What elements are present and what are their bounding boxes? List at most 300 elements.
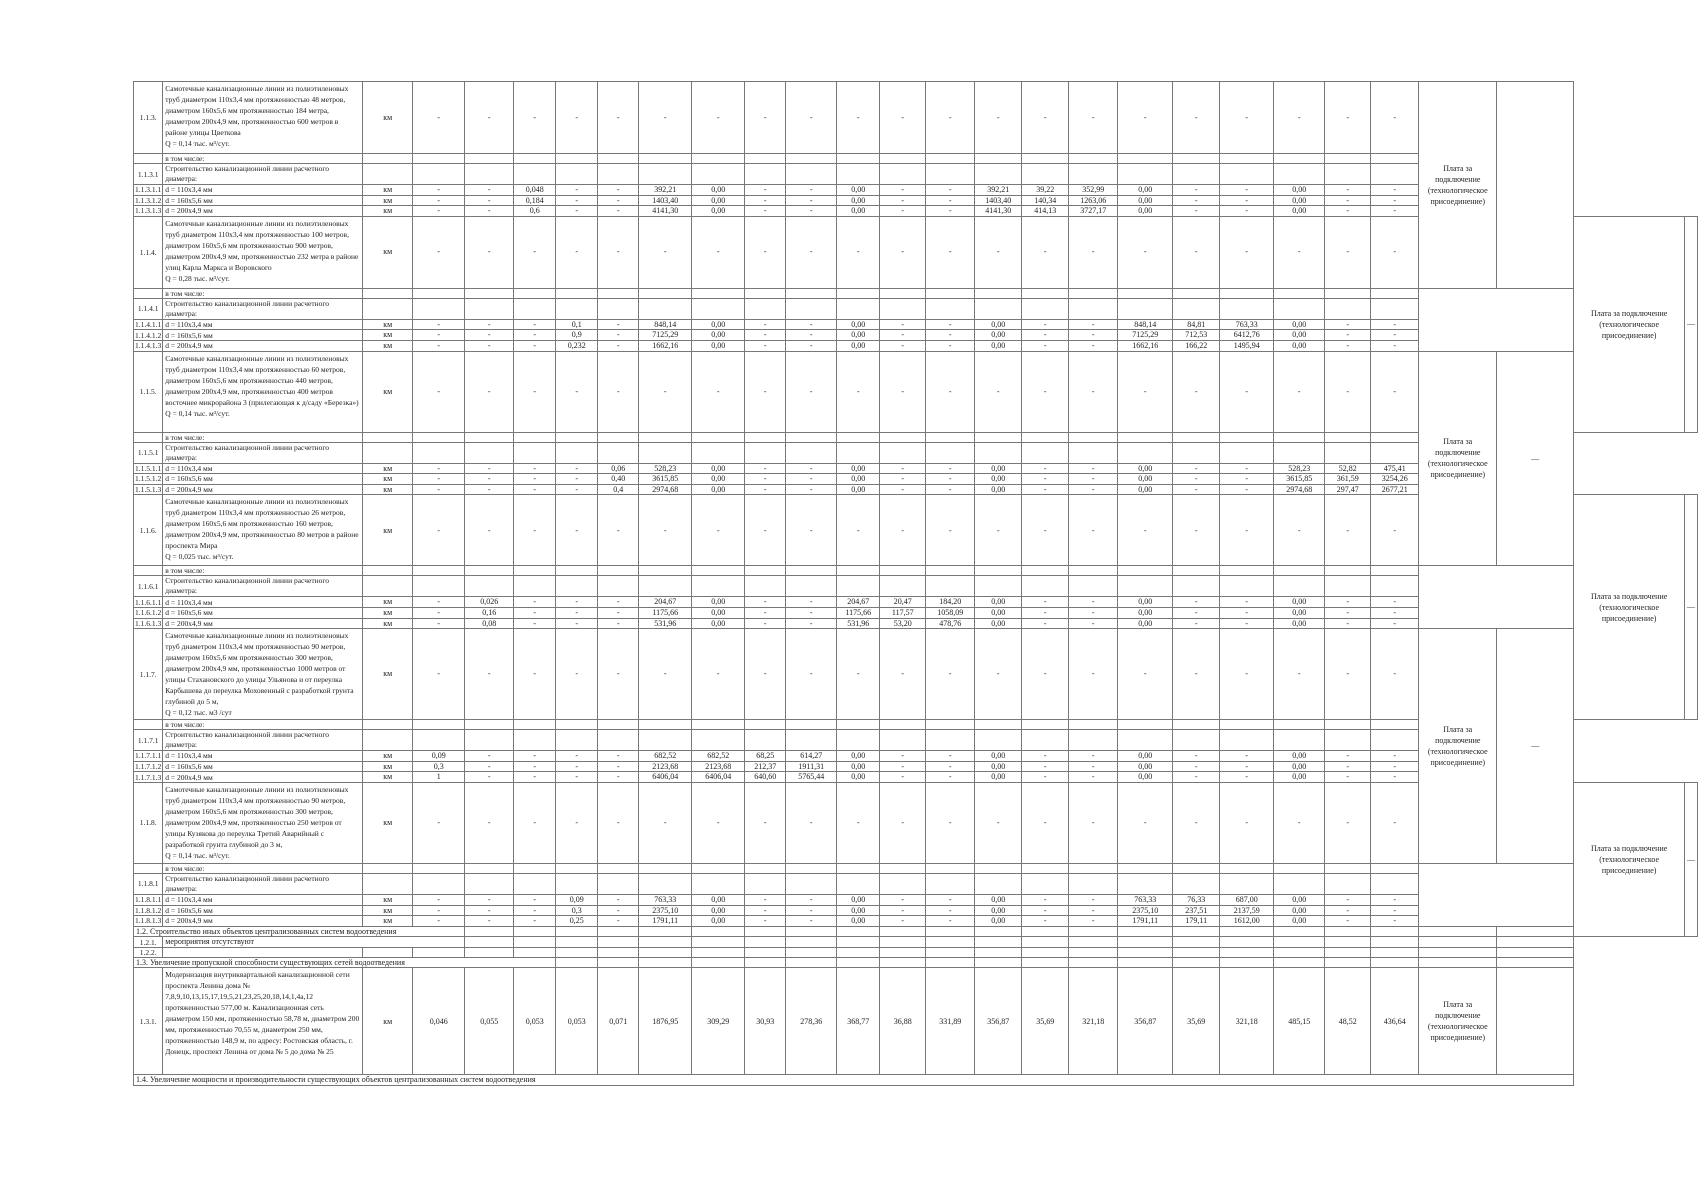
value-cell: - <box>598 330 639 341</box>
note-cell <box>1497 968 1574 1075</box>
value-cell: 0,4 <box>598 484 639 495</box>
value-cell: - <box>1325 597 1371 608</box>
value-cell: - <box>514 894 556 905</box>
item-name: d = 200х4,9 мм <box>163 484 363 495</box>
value-cell: - <box>880 206 926 217</box>
value-cell: - <box>1220 772 1274 783</box>
value-cell: - <box>786 629 837 720</box>
value-cell: 0,00 <box>975 340 1022 351</box>
empty-cell <box>745 957 786 968</box>
value-cell: - <box>1022 751 1069 762</box>
empty-cell <box>745 937 786 948</box>
empty-cell <box>1118 926 1173 937</box>
value-cell: - <box>837 495 880 566</box>
table-row <box>134 576 1698 597</box>
note-cell <box>1497 82 1574 289</box>
empty-cell <box>363 720 413 730</box>
value-cell: - <box>1371 195 1419 206</box>
value-cell: - <box>692 629 745 720</box>
value-cell: - <box>1022 761 1069 772</box>
value-cell: - <box>926 751 975 762</box>
value-cell: 0,026 <box>465 597 514 608</box>
row-code: 1.3.1. <box>134 968 163 1075</box>
value-cell: - <box>465 463 514 474</box>
item-name: d = 110х3,4 мм <box>163 597 363 608</box>
empty-cell <box>598 926 639 937</box>
value-cell: 0,048 <box>514 185 556 196</box>
value-cell: 0,00 <box>837 330 880 341</box>
empty-cell <box>465 720 514 730</box>
value-cell: - <box>1220 597 1274 608</box>
empty-cell <box>1118 957 1173 968</box>
empty-cell <box>598 432 639 442</box>
value-cell: - <box>926 495 975 566</box>
value-cell: - <box>926 330 975 341</box>
value-cell: - <box>1371 597 1419 608</box>
value-cell: - <box>639 351 692 432</box>
value-cell: - <box>1173 216 1220 288</box>
value-cell: 0,00 <box>692 206 745 217</box>
value-cell: - <box>1371 319 1419 330</box>
empty-cell <box>1220 288 1274 298</box>
empty-cell <box>1371 442 1419 463</box>
empty-cell <box>975 288 1022 298</box>
value-cell: - <box>1173 463 1220 474</box>
empty-cell <box>1022 432 1069 442</box>
item-name: d = 110х3,4 мм <box>163 185 363 196</box>
value-cell: 0,00 <box>837 195 880 206</box>
unit-cell: км <box>363 330 413 341</box>
section-heading: 1.4. Увеличение мощности и производительности существующих объектов централизованных систем водоотведения <box>134 1075 1574 1086</box>
value-cell: - <box>1371 772 1419 783</box>
value-cell: - <box>1069 618 1118 629</box>
value-cell: - <box>880 185 926 196</box>
value-cell: 0,6 <box>514 206 556 217</box>
value-cell: - <box>556 484 598 495</box>
value-cell: 0,00 <box>1118 597 1173 608</box>
empty-cell <box>413 298 465 319</box>
value-cell: - <box>465 484 514 495</box>
empty-cell <box>1118 298 1173 319</box>
unit-cell: км <box>363 782 413 863</box>
value-cell: 0,00 <box>692 484 745 495</box>
value-cell: - <box>745 82 786 154</box>
empty-cell <box>1371 863 1419 873</box>
value-cell: - <box>1069 495 1118 566</box>
unit-cell: км <box>363 340 413 351</box>
empty-cell <box>745 947 786 957</box>
empty-cell <box>514 926 556 937</box>
value-cell: 0,053 <box>514 968 556 1075</box>
value-cell: - <box>1022 894 1069 905</box>
empty-cell <box>1371 164 1419 185</box>
value-cell: 4141,30 <box>639 206 692 217</box>
value-cell: - <box>1069 351 1118 432</box>
value-cell: - <box>556 751 598 762</box>
value-cell: - <box>745 905 786 916</box>
value-cell: - <box>880 495 926 566</box>
value-cell: - <box>1325 82 1371 154</box>
value-cell: - <box>880 484 926 495</box>
empty-cell <box>975 873 1022 894</box>
unit-cell: км <box>363 216 413 288</box>
value-cell: 0,00 <box>837 916 880 927</box>
item-name: d = 160х5,6 мм <box>163 761 363 772</box>
value-cell: 0,00 <box>692 607 745 618</box>
empty-cell <box>1022 298 1069 319</box>
empty-cell <box>837 164 880 185</box>
value-cell: 0,00 <box>975 751 1022 762</box>
empty-cell <box>514 298 556 319</box>
value-cell: 712,53 <box>1173 330 1220 341</box>
value-cell: - <box>465 206 514 217</box>
value-cell: - <box>786 216 837 288</box>
value-cell: - <box>786 484 837 495</box>
value-cell: - <box>1325 195 1371 206</box>
item-code: 1.1.8.1.1 <box>135 895 162 905</box>
value-cell: - <box>786 916 837 927</box>
empty-cell <box>880 154 926 164</box>
table-row <box>134 330 1698 341</box>
empty-cell <box>1118 442 1173 463</box>
empty-cell <box>975 432 1022 442</box>
table-row <box>134 937 1698 948</box>
value-cell: - <box>1069 340 1118 351</box>
value-cell: - <box>692 351 745 432</box>
value-cell: - <box>1274 351 1325 432</box>
value-cell: - <box>837 351 880 432</box>
value-cell: - <box>413 82 465 154</box>
value-cell: - <box>926 216 975 288</box>
value-cell: 0,00 <box>837 206 880 217</box>
included-label: в том числе: <box>163 566 363 576</box>
empty-cell <box>975 957 1022 968</box>
empty-cell <box>1220 720 1274 730</box>
value-cell: 1791,11 <box>639 916 692 927</box>
value-cell: - <box>745 185 786 196</box>
value-cell: - <box>1069 751 1118 762</box>
value-cell: - <box>786 463 837 474</box>
note-cell: — <box>1497 351 1574 566</box>
investment-program-table <box>133 81 1698 1086</box>
empty-cell <box>745 720 786 730</box>
value-cell: 0,9 <box>556 330 598 341</box>
empty-cell <box>1173 164 1220 185</box>
item-code: 1.1.4.1.2 <box>135 330 162 340</box>
value-cell: - <box>514 751 556 762</box>
empty-cell <box>926 154 975 164</box>
unit-cell: км <box>363 185 413 196</box>
empty-cell <box>639 576 692 597</box>
table-row <box>134 894 1698 905</box>
empty-cell <box>1069 957 1118 968</box>
value-cell: 2137,59 <box>1220 905 1274 916</box>
value-cell: - <box>1274 782 1325 863</box>
empty-cell <box>1118 937 1173 948</box>
value-cell: - <box>692 82 745 154</box>
empty-cell <box>639 164 692 185</box>
value-cell: - <box>1325 216 1371 288</box>
table-row <box>134 618 1698 629</box>
value-cell: - <box>786 894 837 905</box>
value-cell: - <box>465 495 514 566</box>
empty-cell <box>837 873 880 894</box>
value-cell: - <box>926 319 975 330</box>
empty-cell <box>465 164 514 185</box>
value-cell: 0,06 <box>598 463 639 474</box>
item-code: 1.1.5.1.3 <box>135 485 162 495</box>
value-cell: - <box>514 782 556 863</box>
empty-cell <box>363 432 413 442</box>
value-cell: 1403,40 <box>639 195 692 206</box>
value-cell: - <box>926 629 975 720</box>
value-cell: 3615,85 <box>639 474 692 485</box>
empty-cell <box>1220 926 1274 937</box>
empty-cell <box>1274 947 1325 957</box>
value-cell: - <box>1325 894 1371 905</box>
item-code: 1.1.4.1.3 <box>135 341 162 351</box>
empty-cell <box>1274 926 1325 937</box>
empty-cell <box>1419 957 1497 968</box>
empty-cell <box>786 298 837 319</box>
value-cell: - <box>556 185 598 196</box>
value-cell: - <box>1371 216 1419 288</box>
value-cell: - <box>880 474 926 485</box>
value-cell: - <box>1371 351 1419 432</box>
value-cell: - <box>786 474 837 485</box>
value-cell: - <box>1069 782 1118 863</box>
value-cell: 475,41 <box>1371 463 1419 474</box>
project-description: Самотечные канализационные линии из полиэтиленовых труб диаметром 110х3,4 мм протяженностью 48 метров, диаметром 160х5,6 мм протяженностью 184 метра, диаметром 200х4,9 мм, протяженностью 600 метров в районе улицы Цветкова Q = 0,14 тыс. м³/сут. <box>163 82 363 154</box>
value-cell: 0,00 <box>975 484 1022 495</box>
value-cell: 2974,68 <box>1274 484 1325 495</box>
value-cell: - <box>745 597 786 608</box>
value-cell: - <box>1022 351 1069 432</box>
empty-cell <box>692 298 745 319</box>
value-cell: - <box>1220 82 1274 154</box>
subsection-label: Строительство канализационной линии расчетного диаметра: <box>163 442 363 463</box>
empty-cell <box>556 154 598 164</box>
value-cell: - <box>556 463 598 474</box>
value-cell: 321,18 <box>1220 968 1274 1075</box>
empty-cell <box>598 937 639 948</box>
empty-cell <box>363 298 413 319</box>
value-cell: 184,20 <box>926 597 975 608</box>
empty-cell <box>837 730 880 751</box>
value-cell: - <box>514 340 556 351</box>
unit-cell: км <box>363 618 413 629</box>
empty-cell <box>1173 298 1220 319</box>
empty-cell <box>639 937 692 948</box>
empty-cell <box>975 576 1022 597</box>
empty-cell <box>1220 576 1274 597</box>
value-cell: - <box>880 894 926 905</box>
value-cell: 204,67 <box>639 597 692 608</box>
empty-cell <box>134 863 163 873</box>
value-cell: 1058,09 <box>926 607 975 618</box>
value-cell: - <box>1022 319 1069 330</box>
empty-cell <box>514 873 556 894</box>
empty-cell <box>413 154 465 164</box>
empty-cell <box>134 432 163 442</box>
value-cell: - <box>1325 618 1371 629</box>
value-cell: 2375,10 <box>639 905 692 916</box>
value-cell: - <box>598 607 639 618</box>
item-code: 1.1.6.1.1 <box>135 597 162 607</box>
unit-cell: км <box>363 607 413 618</box>
value-cell: 1 <box>413 772 465 783</box>
empty-cell <box>692 863 745 873</box>
empty-cell <box>1220 154 1274 164</box>
value-cell: - <box>413 618 465 629</box>
empty-cell <box>837 957 880 968</box>
value-cell: 6406,04 <box>639 772 692 783</box>
empty-cell <box>837 288 880 298</box>
value-cell: - <box>413 484 465 495</box>
empty-cell <box>1371 730 1419 751</box>
value-cell: - <box>556 782 598 863</box>
empty-cell <box>1069 937 1118 948</box>
table-row <box>134 947 1698 957</box>
value-cell: - <box>745 484 786 495</box>
subsection-label: Строительство канализационной линии расчетного диаметра: <box>163 730 363 751</box>
value-cell: - <box>1325 905 1371 916</box>
value-cell: - <box>692 782 745 863</box>
subsection-code: 1.1.6.1 <box>134 576 163 597</box>
empty-cell <box>1220 947 1274 957</box>
empty-cell <box>745 873 786 894</box>
value-cell: 0,046 <box>413 968 465 1075</box>
empty-cell <box>363 863 413 873</box>
value-cell: 76,33 <box>1173 894 1220 905</box>
empty-cell <box>363 288 413 298</box>
value-cell: - <box>1371 82 1419 154</box>
included-label: в том числе: <box>163 432 363 442</box>
funding-source: Плата за подключение (технологическое присоединение) <box>1574 782 1685 936</box>
empty-cell <box>975 730 1022 751</box>
value-cell: 1403,40 <box>975 195 1022 206</box>
empty-cell <box>1173 720 1220 730</box>
value-cell: 0,09 <box>556 894 598 905</box>
value-cell: - <box>745 319 786 330</box>
value-cell: - <box>465 185 514 196</box>
unit-cell: км <box>363 484 413 495</box>
empty-cell <box>975 298 1022 319</box>
value-cell: - <box>1069 474 1118 485</box>
value-cell: 0,00 <box>975 761 1022 772</box>
empty-cell <box>1069 432 1118 442</box>
value-cell: - <box>1220 607 1274 618</box>
value-cell: - <box>465 330 514 341</box>
empty-cell <box>880 926 926 937</box>
value-cell: - <box>926 185 975 196</box>
value-cell: - <box>514 772 556 783</box>
value-cell: - <box>1022 495 1069 566</box>
empty-cell <box>1325 730 1371 751</box>
item-code: 1.1.7.1.3 <box>135 772 162 782</box>
empty-cell <box>1173 288 1220 298</box>
empty-cell <box>1069 873 1118 894</box>
empty-cell <box>1069 298 1118 319</box>
value-cell: 682,52 <box>692 751 745 762</box>
empty-cell <box>1022 873 1069 894</box>
empty-cell <box>1325 566 1371 576</box>
value-cell: 0,00 <box>1274 894 1325 905</box>
project-description: Модернизация внутриквартальной канализационной сети проспекта Ленина дома № 7,8,9,10,13,15,17,19,5,21,23,25,20,18,14,1,4а,12 протяженностью 577,00 м. Канализационная сеть диаметром 150 мм, протяженностью 58,78 м, диаметром 200 мм, протяженностью 70,55 м, диаметром 250 мм, протяженностью 148,9 м, по адресу: Ростовская область, г. Донецк, проспект Ленина от дома № 5 до дома № 25 <box>163 968 363 1075</box>
value-cell: - <box>514 330 556 341</box>
unit-cell: км <box>363 916 413 927</box>
empty-cell <box>926 863 975 873</box>
value-cell: - <box>1118 216 1173 288</box>
empty-cell <box>363 873 413 894</box>
value-cell: - <box>514 463 556 474</box>
table-row <box>134 629 1698 720</box>
empty-cell <box>1274 288 1325 298</box>
included-label: в том числе: <box>163 720 363 730</box>
empty-cell <box>837 154 880 164</box>
value-cell: - <box>1325 629 1371 720</box>
funding-source: Плата за подключение (технологическое присоединение) <box>1419 82 1497 289</box>
value-cell: - <box>1325 206 1371 217</box>
empty-cell <box>975 937 1022 948</box>
value-cell: 52,82 <box>1325 463 1371 474</box>
value-cell: - <box>1069 916 1118 927</box>
value-cell: 368,77 <box>837 968 880 1075</box>
item-name: d = 110х3,4 мм <box>163 894 363 905</box>
empty-cell <box>1118 164 1173 185</box>
value-cell: 0,071 <box>598 968 639 1075</box>
value-cell: 0,00 <box>1118 761 1173 772</box>
empty-cell <box>1274 576 1325 597</box>
value-cell: - <box>413 474 465 485</box>
empty-cell <box>1022 154 1069 164</box>
value-cell: - <box>1371 607 1419 618</box>
value-cell: - <box>1220 782 1274 863</box>
value-cell: - <box>465 751 514 762</box>
note-cell: — <box>1497 629 1574 864</box>
value-cell: - <box>1325 761 1371 772</box>
empty-cell <box>692 432 745 442</box>
value-cell: - <box>1173 761 1220 772</box>
value-cell: - <box>1173 206 1220 217</box>
empty-cell <box>837 298 880 319</box>
empty-cell <box>598 566 639 576</box>
value-cell: - <box>465 761 514 772</box>
empty-cell <box>1173 947 1220 957</box>
project-description: Самотечные канализационные линии из полиэтиленовых труб диаметром 110х3,4 мм протяженностью 26 метров, диаметром 160х5,6 мм протяженностью 160 метров, диаметром 200х4,9 мм, протяженностью 80 метров в районе проспекта Мира Q = 0,025 тыс. м³/сут. <box>163 495 363 566</box>
empty-cell <box>598 442 639 463</box>
section-heading: 1.2. Строительство иных объектов централизованных систем водоотведения <box>134 926 465 937</box>
empty-cell <box>1118 947 1173 957</box>
value-cell: - <box>1173 772 1220 783</box>
value-cell: 0,00 <box>837 474 880 485</box>
value-cell: 0,00 <box>692 319 745 330</box>
empty-cell <box>880 432 926 442</box>
empty-cell <box>1220 957 1274 968</box>
value-cell: - <box>837 216 880 288</box>
empty-cell <box>1022 863 1069 873</box>
empty-cell <box>556 730 598 751</box>
value-cell: - <box>745 782 786 863</box>
value-cell: - <box>926 340 975 351</box>
item-name: d = 200х4,9 мм <box>163 772 363 783</box>
empty-cell <box>465 432 514 442</box>
empty-cell <box>837 442 880 463</box>
value-cell: 0,00 <box>837 185 880 196</box>
table-row <box>134 957 1698 968</box>
empty-cell <box>639 442 692 463</box>
value-cell: - <box>975 216 1022 288</box>
